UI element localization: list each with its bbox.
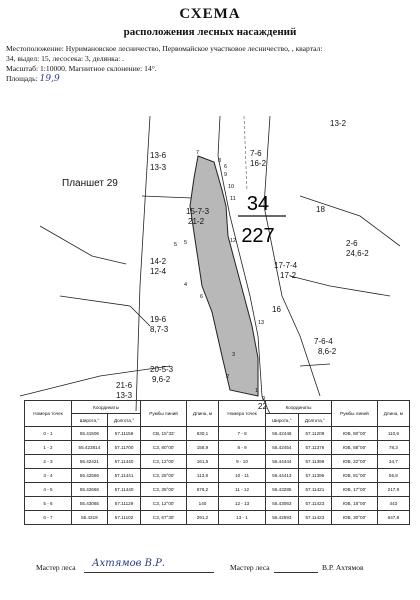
cell-lon-2: 57.11423: [298, 511, 331, 525]
master-name-2: В.Р. Ахтямов: [322, 563, 364, 572]
signature-line-2: [274, 572, 318, 573]
point-number: 6: [200, 294, 204, 300]
point-number: 2: [226, 374, 230, 380]
col-point-no-2: Номера точек: [219, 401, 266, 427]
cell-lon: 57.11440: [107, 455, 140, 469]
point-number: 5: [184, 240, 188, 246]
cell-bearing: СВ, 15°33': [141, 427, 187, 441]
table-row: [25, 497, 410, 511]
cell-length-2: 443: [377, 497, 409, 511]
cell-lon-2: 57.11395: [298, 469, 331, 483]
stand-label: 17-7-4: [274, 261, 298, 270]
point-number: 1: [255, 388, 259, 394]
cell-point-no-2: 13 - 1: [219, 511, 266, 525]
stand-label: 16-2: [250, 159, 267, 168]
cell-point-no: 1 - 2: [25, 441, 72, 455]
master-label-1: Мастер леса: [36, 563, 76, 572]
cell-bearing-2: ЮВ, 22°00': [332, 455, 378, 469]
cell-lon-2: 57.11209: [298, 427, 331, 441]
cell-length: 291,2: [186, 511, 218, 525]
cell-lat-2: 55.44413: [266, 469, 299, 483]
cell-bearing: СЗ, 12°00': [141, 455, 187, 469]
cell-length: 113,8: [186, 469, 218, 483]
cell-point-no-2: 9 - 10: [219, 455, 266, 469]
quarter-area: 227: [241, 225, 275, 247]
cell-length-2: 647,8: [377, 511, 409, 525]
cell-point-no: 3 - 4: [25, 469, 72, 483]
cell-lat: 55.41506: [72, 427, 108, 441]
stand-label: 19-6: [150, 315, 167, 324]
forest-scheme-map: [0, 96, 420, 416]
cell-bearing: СЗ, 12°00': [141, 497, 187, 511]
col-lon: Долгота,°: [107, 414, 140, 427]
cell-point-no: 5 - 6: [25, 497, 72, 511]
cell-length-2: 217,9: [377, 483, 409, 497]
point-number: 8: [218, 158, 222, 164]
point-number: 9: [224, 172, 228, 178]
master-signature-1: Ахтямов В.Р.: [92, 558, 166, 569]
stand-label: 15-7-3: [186, 207, 210, 216]
cell-length-2: 34,7: [377, 455, 409, 469]
quarter-number: 34: [246, 193, 270, 215]
cell-length: 161,5: [186, 455, 218, 469]
col-bearing-2: Румбы линий: [332, 401, 378, 427]
cell-lat: 55.42421: [72, 455, 108, 469]
cell-bearing-2: ЮВ, 17°00': [332, 483, 378, 497]
stand-label: 13-3: [150, 163, 167, 172]
col-length-2: Длина, м: [377, 401, 409, 427]
cell-length: 630,1: [186, 427, 218, 441]
cell-point-no-2: 7 - 8: [219, 427, 266, 441]
table-row: [25, 455, 410, 469]
point-number: 3: [232, 352, 236, 358]
table-row: [25, 469, 410, 483]
cell-length-2: 78,3: [377, 441, 409, 455]
cell-lat: 55.43065: [72, 497, 108, 511]
schema-subtitle: расположения лесных насаждений: [123, 26, 297, 38]
cell-lat: 55.423814: [72, 441, 108, 455]
cell-bearing-2: ЮВ, 80°00': [332, 427, 378, 441]
point-number: 13: [258, 320, 265, 326]
stand-label: 7-6-4: [314, 337, 333, 346]
col-length: Длина, м: [186, 401, 218, 427]
point-number: 6: [224, 164, 228, 170]
stand-label: 18: [316, 205, 325, 214]
point-number: 10: [228, 184, 235, 190]
table-row: [25, 441, 410, 455]
col-point-no: Номера точек: [25, 401, 72, 427]
cell-lat-2: 55.42446: [266, 427, 299, 441]
cell-length: 676,2: [186, 483, 218, 497]
stand-label: 8,6-2: [318, 347, 337, 356]
cell-point-no-2: 11 - 12: [219, 483, 266, 497]
cell-lat-2: 55.42454: [266, 441, 299, 455]
point-number: 11: [230, 196, 236, 202]
coordinates-table: [24, 400, 410, 525]
cell-lon: 57.11440: [107, 483, 140, 497]
signature-line-1: [84, 572, 214, 573]
cell-lon-2: 57.11399: [298, 455, 331, 469]
cell-point-no: 2 - 3: [25, 455, 72, 469]
cell-bearing-2: ЮВ, 18°00': [332, 497, 378, 511]
point-number: 7: [196, 150, 200, 156]
stand-label: 12-4: [150, 267, 167, 276]
stand-label: 14-2: [150, 257, 167, 266]
cell-lat-2: 55.42693: [266, 511, 299, 525]
area-value: 19,9: [39, 74, 60, 84]
cell-bearing-2: ЮВ, 30°00': [332, 511, 378, 525]
cell-lat: 55.42666: [72, 483, 108, 497]
cell-lon: 57.11156: [107, 427, 140, 441]
point-number: 5: [174, 242, 178, 248]
table-row: [25, 427, 410, 441]
stand-label: 24,6-2: [346, 249, 369, 258]
cell-lon: 57.11102: [107, 511, 140, 525]
cell-lon-2: 57.11421: [298, 483, 331, 497]
cell-lat: 55.42566: [72, 469, 108, 483]
cell-lon: 57.11441: [107, 469, 140, 483]
stand-label: 8,7-3: [150, 325, 169, 334]
cell-bearing-2: ЮВ, 81°00': [332, 469, 378, 483]
stand-label: 22: [258, 402, 267, 411]
cell-length-2: 55,8: [377, 469, 409, 483]
stand-label: 13-6: [150, 151, 167, 160]
quarter-line: 34, выдел: 15, лесосека: 3, делянка: .: [6, 54, 125, 63]
area-label: Площадь:: [6, 74, 38, 83]
master-label-2: Мастер леса: [230, 563, 270, 572]
cell-bearing: СЗ, 67°30': [141, 511, 187, 525]
stand-label: 13-2: [330, 119, 347, 128]
scale-line: Масштаб: 1:10000. Магнитное склонение: 14°.: [6, 64, 157, 73]
stand-label: 9,6-2: [152, 375, 171, 384]
cell-lat: 55.4319: [72, 511, 108, 525]
point-number: 4: [184, 282, 188, 288]
cutting-area: [190, 156, 258, 396]
tablet-label: Планшет 29: [62, 178, 118, 189]
cell-bearing-2: ЮВ, 88°00': [332, 441, 378, 455]
cell-bearing: СЗ, 80°00': [141, 441, 187, 455]
cell-length: 158,9: [186, 441, 218, 455]
cell-point-no: 6 - 7: [25, 511, 72, 525]
point-number: 0: [262, 396, 266, 402]
col-bearing: Румбы линий: [141, 401, 187, 427]
stand-label: 21-6: [116, 381, 133, 390]
stand-label: 13-3: [116, 391, 133, 400]
col-lat-2: Широта,°: [266, 414, 299, 427]
cell-bearing: СЗ, 25°00': [141, 469, 187, 483]
cell-lat-2: 55.43285: [266, 483, 299, 497]
cell-lat-2: 55.44444: [266, 455, 299, 469]
cell-lon: 57.11129: [107, 497, 140, 511]
table-row: [25, 483, 410, 497]
stand-label: 21-2: [188, 217, 205, 226]
col-lat: Широта,°: [72, 414, 108, 427]
stand-label: 16: [272, 305, 281, 314]
col-coords: Координаты: [72, 401, 141, 414]
cell-lat-2: 55.43063: [266, 497, 299, 511]
col-coords-2: Координаты: [266, 401, 332, 414]
dashed-line: [244, 116, 247, 191]
stand-label: 17-2: [280, 271, 297, 280]
cell-lon-2: 57.11423: [298, 497, 331, 511]
cell-lon-2: 57.11376: [298, 441, 331, 455]
cell-length: 140: [186, 497, 218, 511]
area-line: [6, 74, 410, 85]
cell-point-no-2: 12 - 13: [219, 497, 266, 511]
stand-label: 2-6: [346, 239, 358, 248]
cell-point-no: 4 - 5: [25, 483, 72, 497]
cell-length-2: 110,9: [377, 427, 409, 441]
cell-point-no-2: 8 - 9: [219, 441, 266, 455]
stand-label: 20-5-3: [150, 365, 174, 374]
cell-bearing: СЗ, 35°00': [141, 483, 187, 497]
stand-label: 7-6: [250, 149, 262, 158]
point-number: 12: [230, 238, 237, 244]
col-lon-2: Долгота,°: [298, 414, 331, 427]
cell-point-no: 0 - 1: [25, 427, 72, 441]
location-line: Местоположение: Нуримановское лесничество, Первомайское участковое лесничество, , квартал:: [6, 44, 323, 53]
cell-point-no-2: 10 - 11: [219, 469, 266, 483]
schema-title: СХЕМА: [179, 6, 241, 22]
table-row: [25, 511, 410, 525]
cell-lon: 57.11700: [107, 441, 140, 455]
